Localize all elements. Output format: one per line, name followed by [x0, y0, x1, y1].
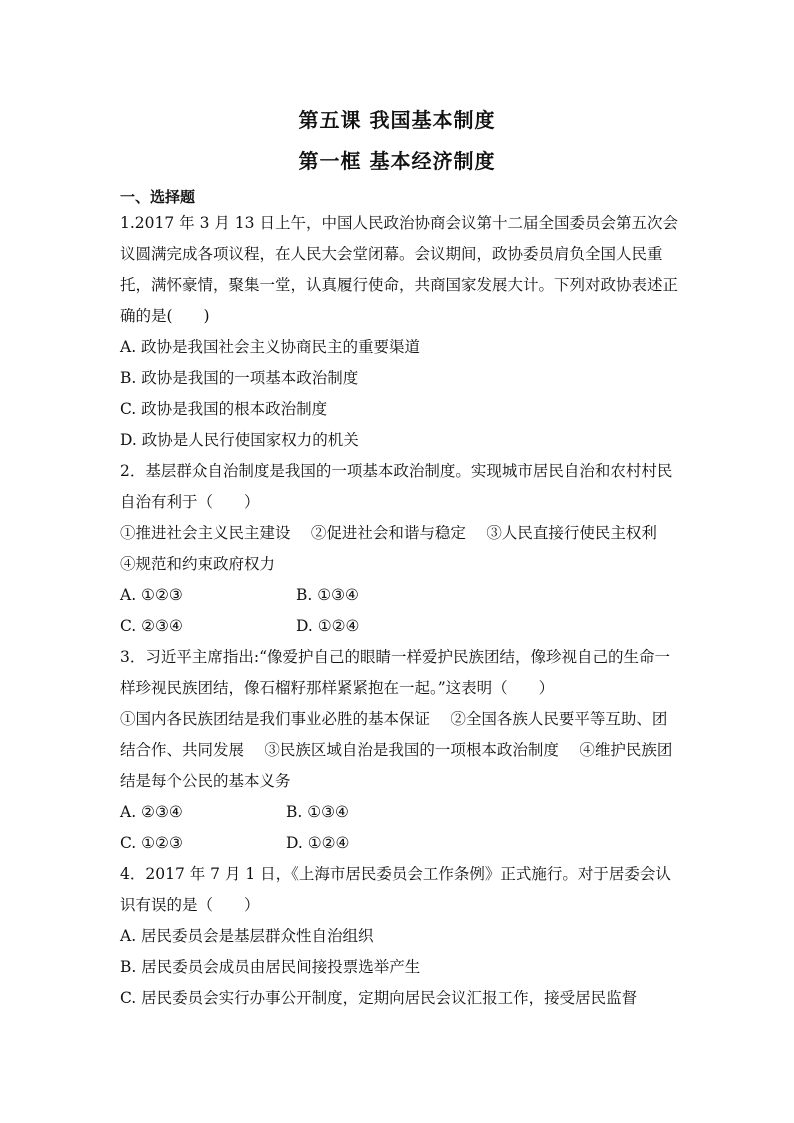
question-1-option-b: B. 政协是我国的一项基本政治制度	[120, 369, 359, 387]
question-3-option-b: B. ①③④	[286, 803, 349, 821]
question-2-options-row-2	[120, 611, 680, 642]
question-3-option-d: D. ①②④	[286, 834, 350, 852]
question-3-statements: ①国内各民族团结是我们事业必胜的基本保证 ②全国各族人民要平等互助、团结合作、共同发展 ③民族区域自治是我国的一项根本政治制度 ④维护民族团结是每个公民的基本义务	[120, 710, 673, 790]
question-4-option-b: B. 居民委员会成员由居民间接投票选举产生	[120, 958, 421, 976]
section-heading: 一、选择题	[120, 188, 196, 206]
question-2-option-b: B. ①③④	[296, 586, 359, 604]
question-1-stem: 1.2017 年 3 月 13 日上午，中国人民政治协商会议第十二届全国委员会第五次会议圆满完成各项议程，在人民大会堂闭幕。会议期间，政协委员肩负全国人民重托，满怀豪情，聚集一堂，认真履行使命，共商国家发展大计。下列对政协表述正确的是( )	[120, 214, 679, 325]
question-2-option-c: C. ②③④	[120, 617, 183, 635]
question-2-option-a: A. ①②③	[120, 586, 183, 604]
question-3-option-c: C. ①②③	[120, 834, 183, 852]
question-2-stem: 2．基层群众自治制度是我国的一项基本政治制度。实现城市居民自治和农村村民自治有利于（ ）	[120, 462, 673, 511]
question-3-options-row-2	[120, 828, 680, 859]
question-2	[120, 456, 680, 642]
question-3	[120, 642, 680, 859]
question-2-options-row-1	[120, 580, 680, 611]
question-3-options-row-1	[120, 797, 680, 828]
question-list	[120, 208, 680, 1014]
question-4-stem: 4．2017 年 7 月 1 日，《上海市居民委员会工作条例》正式施行。对于居委会认识有误的是（ ）	[120, 865, 671, 914]
lesson-title: 第五课 我国基本制度	[298, 108, 496, 132]
question-1-option-c: C. 政协是我国的根本政治制度	[120, 400, 328, 418]
question-1	[120, 208, 680, 456]
question-4-option-c: C. 居民委员会实行办事公开制度，定期向居民会议汇报工作，接受居民监督	[120, 989, 638, 1007]
question-3-option-a: A. ②③④	[120, 803, 183, 821]
question-3-stem: 3．习近平主席指出:“像爱护自己的眼睛一样爱护民族团结，像珍视自己的生命一样珍视民族团结，像石榴籽那样紧紧抱在一起。”这表明（ ）	[120, 648, 671, 697]
lesson-subtitle: 第一框 基本经济制度	[298, 149, 496, 173]
question-4-option-a: A. 居民委员会是基层群众性自治组织	[120, 927, 374, 945]
question-1-option-d: D. 政协是人民行使国家权力的机关	[120, 431, 359, 449]
question-2-option-d: D. ①②④	[296, 617, 360, 635]
question-1-option-a: A. 政协是我国社会主义协商民主的重要渠道	[120, 338, 421, 356]
question-2-statements: ①推进社会主义民主建设 ②促进社会和谐与稳定 ③人民直接行使民主权利 ④规范和约束政府权力	[120, 524, 678, 573]
question-4	[120, 859, 680, 1014]
